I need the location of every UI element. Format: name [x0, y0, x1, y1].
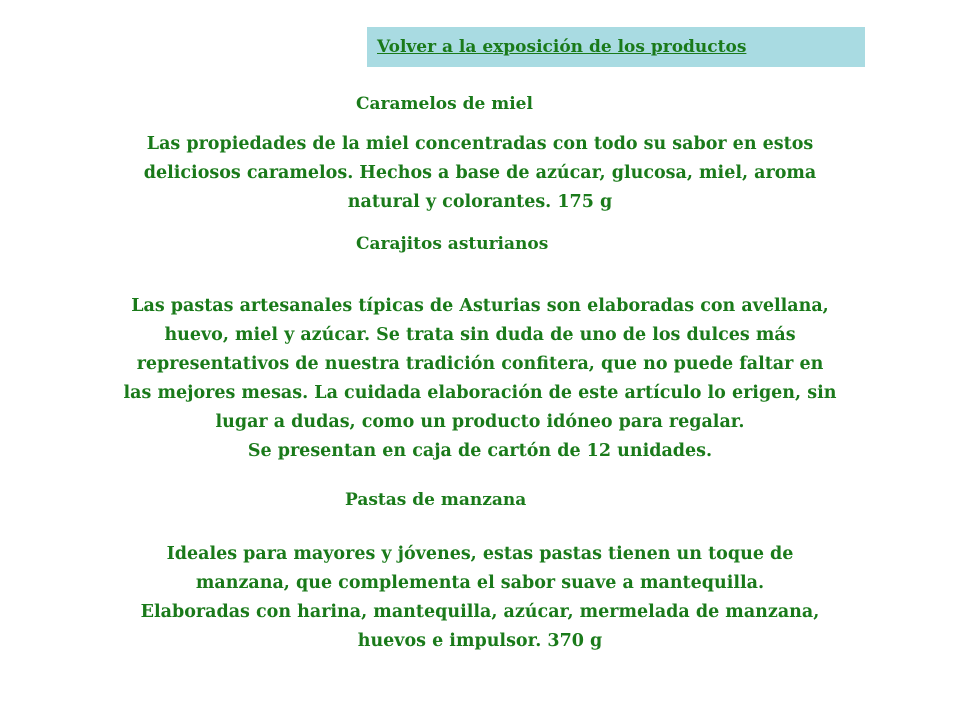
- description-line: Se presentan en caja de cartón de 12 unidades.: [247, 441, 713, 461]
- back-link-box: [367, 27, 865, 67]
- description-line: deliciosos caramelos. Hechos a base de azúcar, glucosa, miel, aroma: [143, 163, 817, 183]
- product-description-caramelos: [30, 130, 930, 217]
- description-line: representativos de nuestra tradición confitera, que no puede faltar en: [136, 354, 824, 374]
- back-to-products-link[interactable]: Volver a la exposición de los productos: [377, 37, 747, 57]
- description-line: natural y colorantes. 175 g: [347, 192, 613, 212]
- description-line: las mejores mesas. La cuidada elaboración de este artículo lo erigen, sin: [123, 383, 837, 403]
- description-line: Las propiedades de la miel concentradas con todo su sabor en estos: [146, 134, 814, 154]
- product-title-carajitos: Carajitos asturianos: [356, 234, 549, 254]
- product-description-pastas-manzana: [30, 540, 930, 656]
- product-title-caramelos: Caramelos de miel: [356, 94, 533, 114]
- description-line: huevo, miel y azúcar. Se trata sin duda de uno de los dulces más: [164, 325, 796, 345]
- description-line: Elaboradas con harina, mantequilla, azúcar, mermelada de manzana,: [140, 602, 820, 622]
- description-line: manzana, que complementa el sabor suave a mantequilla.: [195, 573, 765, 593]
- description-line: Las pastas artesanales típicas de Asturias son elaboradas con avellana,: [131, 296, 829, 316]
- description-line: lugar a dudas, como un producto idóneo para regalar.: [215, 412, 745, 432]
- product-title-pastas-manzana: Pastas de manzana: [345, 490, 527, 510]
- product-description-carajitos: [30, 292, 930, 466]
- description-line: huevos e impulsor. 370 g: [357, 631, 603, 651]
- description-line: Ideales para mayores y jóvenes, estas pastas tienen un toque de: [166, 544, 794, 564]
